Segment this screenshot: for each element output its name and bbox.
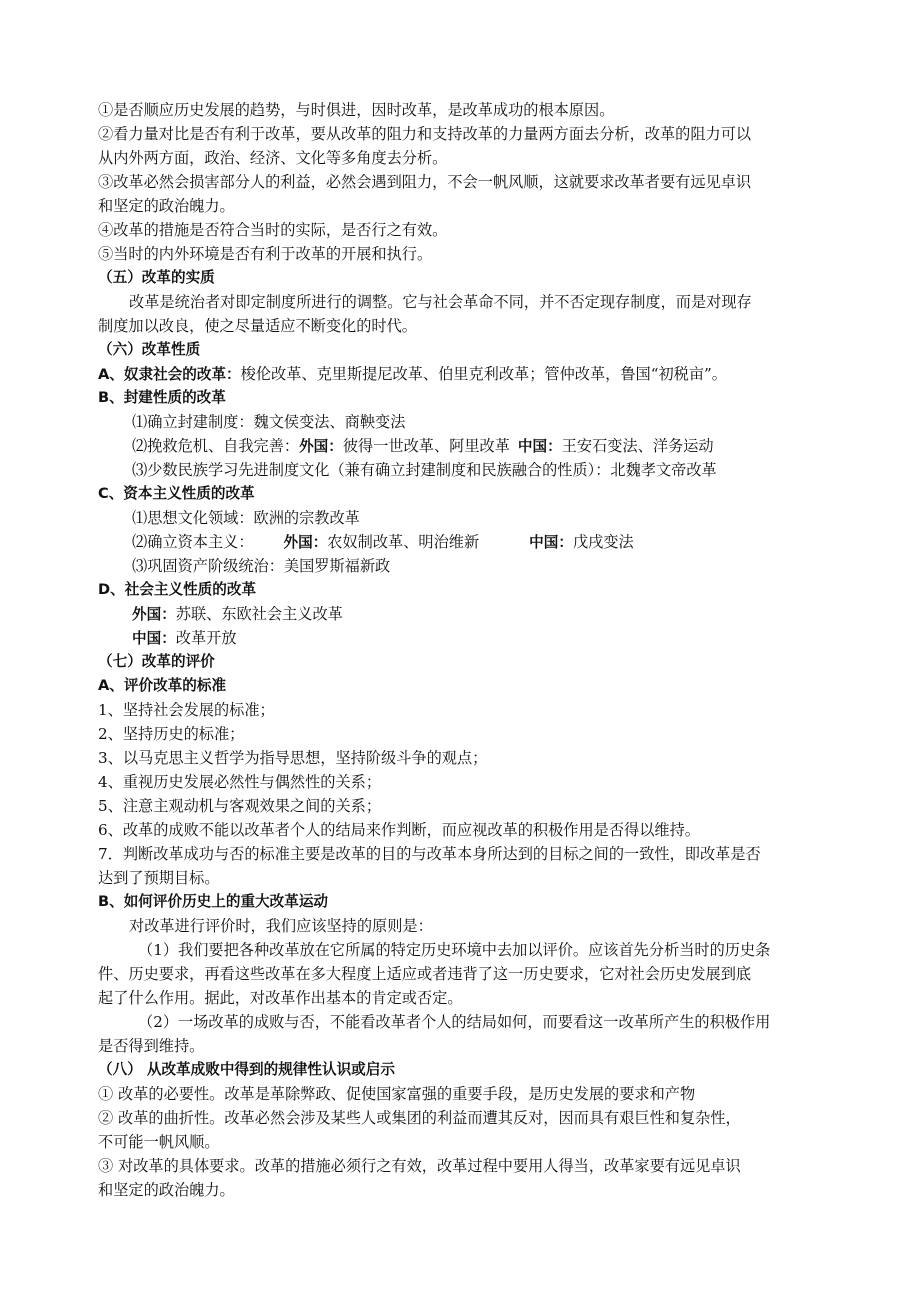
socialist-foreign — [98, 602, 820, 626]
capitalist-item-3: ⑶巩固资产阶级统治：美国罗斯福新政 — [132, 557, 391, 575]
factor-3-line-1: ③改革必然会损害部分人的利益，必然会遇到阻力，不会一帆风顺，这就要求改革者要有远见卓识 — [98, 173, 752, 191]
china-text: 王安石变法、洋务运动 — [561, 437, 714, 455]
socialist-reforms-label: D、社会主义性质的改革 — [98, 581, 257, 598]
slave-society-text: 梭伦改革、克里斯提尼改革、伯里克利改革；管仲改革，鲁国“初税亩”。 — [240, 365, 727, 383]
evaluation-intro: 对改革进行评价时，我们应该坚持的原则是： — [129, 917, 433, 935]
feudal-reforms-label: B、封建性质的改革 — [98, 389, 226, 406]
factor-4: ④改革的措施是否符合当时的实际，是否行之有效。 — [98, 221, 448, 239]
foreign-text: 苏联、东欧社会主义改革 — [175, 605, 343, 623]
criteria-item: 2、坚持历史的标准； — [98, 725, 245, 743]
capitalist-item-2 — [98, 530, 820, 554]
principle-2-line-1: （2）一场改革的成败与否，不能看改革者个人的结局如何，而要看这一改革所产生的积极作用 — [138, 1013, 771, 1031]
criteria-item: 5、注意主观动机与客观效果之间的关系； — [98, 797, 382, 815]
factor-2-line-1: ②看力量对比是否有利于改革，要从改革的阻力和支持改革的力量两方面去分析，改革的阻力可以 — [98, 125, 752, 143]
feudal-item-1: ⑴确立封建制度：魏文侯变法、商鞅变法 — [132, 413, 406, 431]
principle-1-line-1: （1）我们要把各种改革放在它所属的特定历史环境中去加以评价。应该首先分析当时的历史条 — [138, 941, 771, 959]
capitalist-item-1: ⑴思想文化领域：欧洲的宗教改革 — [132, 509, 360, 527]
criteria-item: 6、改革的成败不能以改革者个人的结局来作判断，而应视改革的积极作用是否得以维持。 — [98, 821, 700, 839]
china-label: 中国： — [132, 630, 176, 647]
evaluation-method-label: B、如何评价历史上的重大改革运动 — [98, 893, 329, 910]
china-label: 中国： — [529, 534, 573, 551]
factor-5: ⑤当时的内外环境是否有利于改革的开展和执行。 — [98, 245, 433, 263]
evaluation-criteria-label: A、评价改革的标准 — [98, 677, 227, 694]
section-8-heading: （八） 从改革成败中得到的规律性认识或启示 — [98, 1061, 395, 1078]
insight-3-line-2: 和坚定的政治魄力。 — [98, 1181, 235, 1199]
section-5-heading: （五）改革的实质 — [98, 269, 215, 286]
section-5-paragraph-line-1: 改革是统治者对即定制度所进行的调整。它与社会革命不同，并不否定现存制度，而是对现存 — [129, 293, 752, 311]
foreign-text: 农奴制改革、明治维新 — [327, 533, 480, 551]
slave-society-reforms — [98, 362, 820, 386]
feudal-item-2-prefix: ⑵挽救危机、自我完善： — [132, 437, 300, 455]
section-6-heading: （六）改革性质 — [98, 341, 201, 358]
capitalist-item-2-prefix: ⑵确立资本主义： — [132, 533, 254, 551]
factor-1: ①是否顺应历史发展的趋势，与时俱进，因时改革，是改革成功的根本原因。 — [98, 101, 615, 119]
section-5-paragraph-line-2: 制度加以改良，使之尽量适应不断变化的时代。 — [98, 317, 417, 335]
criteria-item-7-line-1: 7．判断改革成功与否的标准主要是改革的目的与改革本身所达到的目标之间的一致性，即改革是否 — [98, 845, 761, 863]
feudal-item-2 — [98, 434, 820, 458]
criteria-item-7-line-2: 达到了预期目标。 — [98, 869, 220, 887]
foreign-label: 外国： — [132, 606, 176, 623]
capitalist-reforms-label: C、资本主义性质的改革 — [98, 485, 255, 502]
criteria-item: 4、重视历史发展必然性与偶然性的关系； — [98, 773, 382, 791]
insight-2-line-1: ② 改革的曲折性。改革必然会涉及某些人或集团的利益而遭其反对，因而具有艰巨性和复杂性， — [98, 1109, 741, 1127]
insight-1: ① 改革的必要性。改革是革除弊政、促使国家富强的重要手段，是历史发展的要求和产物 — [98, 1085, 696, 1103]
factor-2-line-2: 从内外两方面，政治、经济、文化等多角度去分析。 — [98, 149, 448, 167]
china-text: 改革开放 — [175, 629, 237, 647]
foreign-text: 彼得一世改革、阿里改革 — [342, 437, 510, 455]
china-label: 中国： — [517, 438, 562, 455]
section-7-heading: （七）改革的评价 — [98, 653, 215, 670]
china-text: 戊戌变法 — [572, 533, 634, 551]
principle-1-line-2: 件、历史要求，再看这些改革在多大程度上适应或者违背了这一历史要求，它对社会历史发展到底 — [98, 965, 752, 983]
insight-3-line-1: ③ 对改革的具体要求。改革的措施必须行之有效，改革过程中要用人得当，改革家要有远见卓识 — [98, 1157, 741, 1175]
principle-2-line-2: 是否得到维持。 — [98, 1037, 205, 1055]
criteria-item: 1、坚持社会发展的标准； — [98, 701, 275, 719]
document-page — [98, 98, 820, 1202]
factor-3-line-2: 和坚定的政治魄力。 — [98, 197, 235, 215]
foreign-label: 外国： — [299, 438, 343, 455]
foreign-label: 外国： — [283, 534, 328, 551]
criteria-item: 3、以马克思主义哲学为指导思想，坚持阶级斗争的观点； — [98, 749, 488, 767]
feudal-item-3: ⑶少数民族学习先进制度文化（兼有确立封建制度和民族融合的性质）：北魏孝文帝改革 — [132, 461, 717, 479]
principle-1-line-3: 起了什么作用。据此，对改革作出基本的肯定或否定。 — [98, 989, 463, 1007]
socialist-china — [98, 626, 820, 650]
slave-society-label: A、奴隶社会的改革： — [98, 366, 241, 383]
insight-2-line-2: 不可能一帆风顺。 — [98, 1133, 220, 1151]
